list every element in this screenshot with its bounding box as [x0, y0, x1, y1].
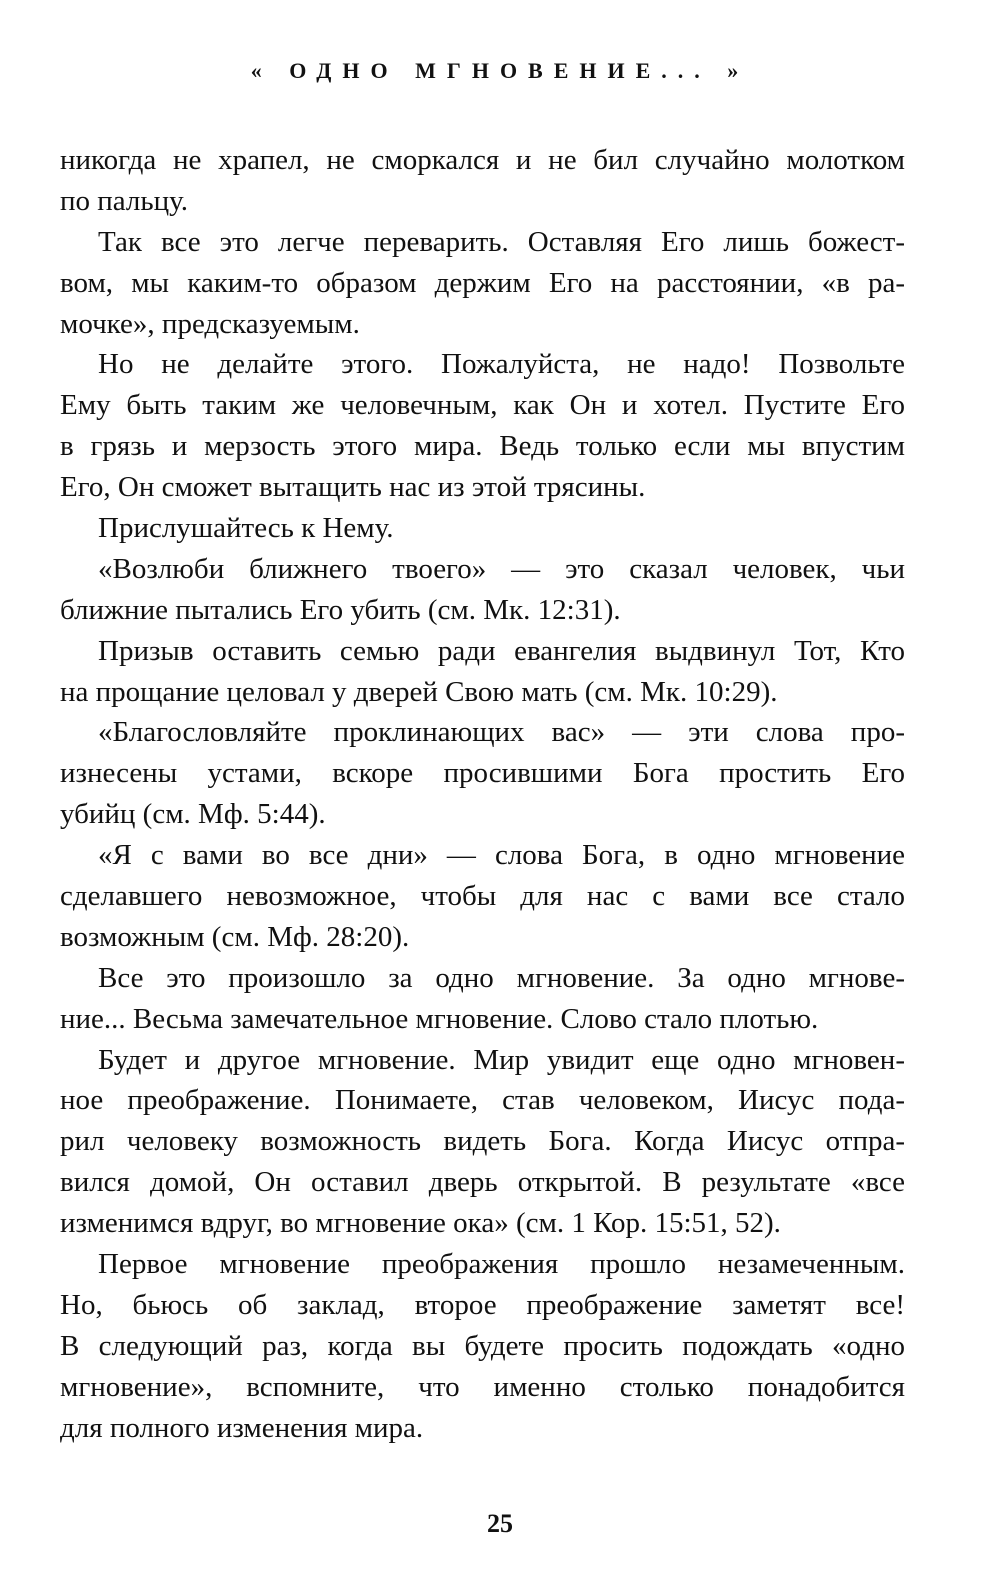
page-number: 25 — [487, 1509, 513, 1538]
paragraph — [60, 508, 905, 549]
body-text — [60, 140, 905, 1449]
paragraph — [60, 1040, 905, 1244]
text-line: Призыв оставить семью ради евангелия выдвинул Тот, Кто — [98, 634, 905, 667]
text-line: Так все это легче переварить. Оставляя Его лишь божест- — [98, 225, 905, 258]
text-line: возможным (см. Мф. 28:20). — [60, 920, 410, 953]
text-line: сделавшего невозможное, чтобы для нас с вами все стало — [60, 880, 905, 913]
text-line: «Благословляйте проклинающих вас» — эти слова про- — [98, 716, 905, 749]
text-line: по пальцу. — [60, 184, 188, 217]
paragraph — [60, 631, 905, 713]
text-line: никогда не храпел, не сморкался и не бил случайно молотком — [60, 144, 905, 176]
text-line: Все это произошло за одно мгновение. За одно мгнове- — [98, 961, 905, 994]
text-line: вом, мы каким-то образом держим Его на расстоянии, «в ра- — [60, 266, 905, 299]
text-line: Но, бьюсь об заклад, второе преображение заметят все! — [60, 1288, 905, 1321]
text-line: изнесены устами, вскоре просившими Бога простить Его — [60, 757, 905, 790]
text-line: ное преображение. Понимаете, став человеком, Иисус пода- — [60, 1084, 905, 1117]
text-line: «Я с вами во все дни» — слова Бога, в одно мгновение — [98, 839, 905, 872]
paragraph — [60, 835, 905, 958]
paragraph — [60, 958, 905, 1040]
text-line: «Возлюби ближнего твоего» — это сказал человек, чьи — [98, 552, 905, 585]
text-line: для полного изменения мира. — [60, 1411, 424, 1444]
text-line: Но не делайте этого. Пожалуйста, не надо! Позвольте — [98, 348, 905, 381]
paragraph — [60, 222, 905, 345]
paragraph — [60, 140, 905, 222]
text-line: ближние пытались Его убить (см. Мк. 12:31). — [60, 593, 621, 626]
paragraph — [60, 1244, 905, 1448]
running-head: « ОДНО МГНОВЕНИЕ... » — [250, 58, 750, 83]
text-line: мочке», предсказуемым. — [60, 307, 360, 340]
text-line: в грязь и мерзость этого мира. Ведь только если мы впустим — [60, 430, 905, 463]
text-line: Первое мгновение преображения прошло незамеченным. — [98, 1248, 905, 1281]
text-line: мгновение», вспомните, что именно столько понадобится — [60, 1370, 905, 1403]
text-line: на прощание целовал у дверей Свою мать (см. Мк. 10:29). — [60, 675, 778, 708]
text-line: В следующий раз, когда вы будете просить подождать «одно — [60, 1329, 905, 1362]
text-line: Его, Он сможет вытащить нас из этой трясины. — [60, 471, 646, 504]
text-line: вился домой, Он оставил дверь открытой. В результате «все — [60, 1166, 905, 1199]
text-line: изменимся вдруг, во мгновение ока» (см. 1 Кор. 15:51, 52). — [60, 1207, 781, 1240]
text-line: Прислушайтесь к Нему. — [98, 512, 394, 545]
text-line: ние... Весьма замечательное мгновение. Слово стало плотью. — [60, 1002, 819, 1035]
paragraph — [60, 549, 905, 631]
text-line: Будет и другое мгновение. Мир увидит еще одно мгновен- — [98, 1043, 905, 1076]
text-line: рил человеку возможность видеть Бога. Когда Иисус отпра- — [60, 1125, 905, 1158]
text-line: Ему быть таким же человечным, как Он и хотел. Пустите Его — [60, 389, 905, 422]
paragraph — [60, 344, 905, 508]
text-line: убийц (см. Мф. 5:44). — [60, 798, 326, 831]
paragraph — [60, 712, 905, 835]
